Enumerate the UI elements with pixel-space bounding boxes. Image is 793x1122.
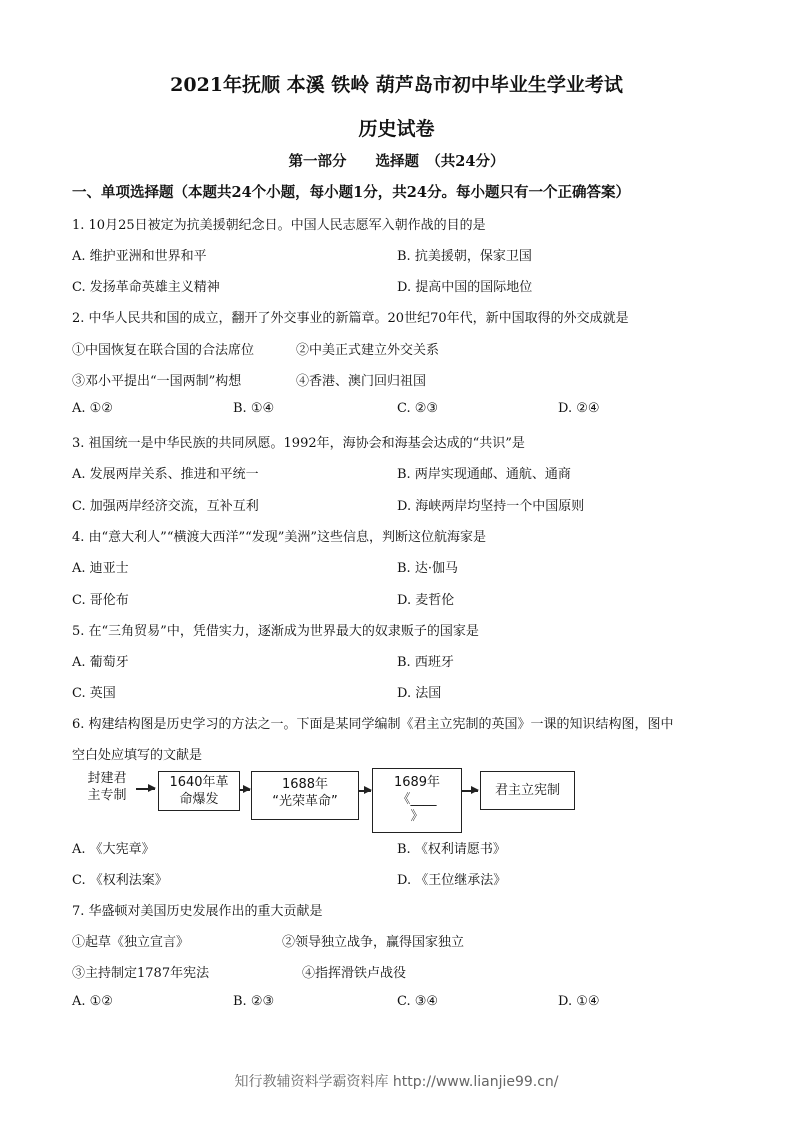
- q4-option-c: C. 哥伦布: [72, 593, 129, 608]
- q1-option-a: A. 维护亚洲和世界和平: [72, 249, 207, 264]
- q2-option-a: A. ①②: [72, 401, 113, 416]
- q5-option-d: D. 法国: [397, 686, 442, 701]
- q6-option-c: C. 《权利法案》: [72, 873, 168, 888]
- q3-option-a: A. 发展两岸关系、推进和平统一: [72, 467, 259, 482]
- q2-item-3: ③邓小平提出“一国两制”构想: [72, 374, 242, 389]
- q2-item-1: ①中国恢复在联合国的合法席位: [72, 343, 255, 358]
- q7-option-d: D. ①④: [558, 994, 600, 1009]
- q1-stem: 1. 10月25日被定为抗美援朝纪念日。中国人民志愿军入朝作战的目的是: [72, 218, 486, 233]
- q2-item-4: ④香港、澳门回归祖国: [296, 374, 427, 389]
- diagram-box-1689-blank: 1689年 《____ 》: [372, 768, 462, 833]
- q7-stem: 7. 华盛顿对美国历史发展作出的重大贡献是: [72, 904, 323, 919]
- diagram-box-1640-revolution: 1640年革 命爆发: [158, 771, 240, 811]
- q1-option-b: B. 抗美援朝，保家卫国: [397, 249, 532, 264]
- q6-option-a: A. 《大宪章》: [72, 842, 155, 857]
- q7-option-b: B. ②③: [233, 994, 275, 1009]
- arrow-1: [136, 788, 155, 790]
- q4-option-b: B. 达·伽马: [397, 561, 458, 576]
- q4-option-a: A. 迪亚士: [72, 561, 129, 576]
- q3-option-c: C. 加强两岸经济交流，互补互利: [72, 499, 259, 514]
- q3-option-d: D. 海峡两岸均坚持一个中国原则: [397, 499, 585, 514]
- q1-option-d: D. 提高中国的国际地位: [397, 280, 533, 295]
- q2-option-b: B. ①④: [233, 401, 275, 416]
- q6-option-b: B. 《权利请愿书》: [397, 842, 506, 857]
- q5-option-c: C. 英国: [72, 686, 116, 701]
- q7-item-3: ③主持制定1787年宪法: [72, 966, 210, 981]
- exam-title: 2021年抚顺 本溪 铁岭 葫芦岛市初中毕业生学业考试: [170, 74, 623, 96]
- q2-option-d: D. ②④: [558, 401, 600, 416]
- arrow-4: [462, 790, 478, 792]
- q4-option-d: D. 麦哲伦: [397, 593, 455, 608]
- q7-item-4: ④指挥滑铁卢战役: [302, 966, 407, 981]
- q7-option-a: A. ①②: [72, 994, 113, 1009]
- diagram-box-constitutional-monarchy: 君主立宪制: [480, 771, 575, 810]
- footer-watermark: 知行教辅资料学霸资料库 http://www.lianjie99.cn/: [234, 1074, 559, 1090]
- q3-option-b: B. 两岸实现通邮、通航、通商: [397, 467, 571, 482]
- q5-option-b: B. 西班牙: [397, 655, 454, 670]
- q6-stem: 6. 构建结构图是历史学习的方法之一。下面是某同学编制《君主立宪制的英国》一课的知识结构图，图中: [72, 717, 674, 732]
- exam-subtitle: 历史试卷: [358, 118, 435, 140]
- q7-item-2: ②领导独立战争，赢得国家独立: [282, 935, 465, 950]
- arrow-2: [240, 789, 250, 791]
- part-heading: 第一部分 选择题 （共24分）: [288, 153, 505, 170]
- arrow-3: [359, 790, 371, 792]
- q5-option-a: A. 葡萄牙: [72, 655, 129, 670]
- q5-stem: 5. 在“三角贸易”中，凭借实力，逐渐成为世界最大的奴隶贩子的国家是: [72, 624, 479, 639]
- q6-stem-continued: 空白处应填写的文献是: [72, 748, 203, 763]
- q7-item-1: ①起草《独立宣言》: [72, 935, 190, 950]
- q2-option-c: C. ②③: [397, 401, 439, 416]
- diagram-box-glorious-revolution: 1688年 “光荣革命”: [251, 771, 359, 820]
- diagram-box-feudal-monarchy: 封建君 主专制: [87, 771, 127, 803]
- q1-option-c: C. 发扬革命英雄主义精神: [72, 280, 220, 295]
- q6-option-d: D. 《王位继承法》: [397, 873, 507, 888]
- q2-item-2: ②中美正式建立外交关系: [296, 343, 440, 358]
- q2-stem: 2. 中华人民共和国的成立，翻开了外交事业的新篇章。20世纪70年代，新中国取得的外交成就是: [72, 311, 629, 326]
- q7-option-c: C. ③④: [397, 994, 439, 1009]
- q3-stem: 3. 祖国统一是中华民族的共同夙愿。1992年，海协会和海基会达成的“共识”是: [72, 436, 525, 451]
- section-heading: 一、单项选择题（本题共24个小题，每小题1分，共24分。每小题只有一个正确答案）: [72, 184, 630, 201]
- q4-stem: 4. 由“意大利人”“横渡大西洋”“发现”美洲”这些信息，判断这位航海家是: [72, 530, 487, 545]
